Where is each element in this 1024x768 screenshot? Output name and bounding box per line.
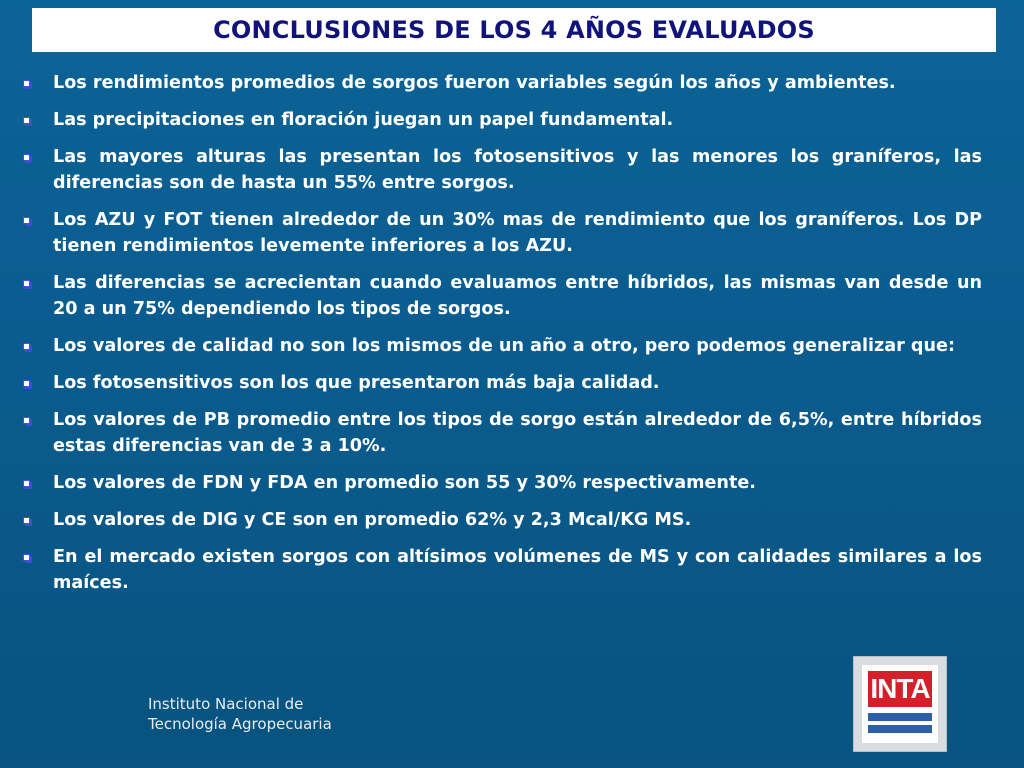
- square-bullet-icon: [23, 480, 30, 487]
- bullet-text: Los valores de FDN y FDA en promedio son 55 y 30% respectivamente.: [53, 473, 756, 493]
- bullet-item-11: [16, 544, 982, 596]
- square-bullet-icon: [23, 417, 30, 424]
- institute-name-line-1: Instituto Nacional de: [148, 695, 304, 713]
- bullet-text: Los rendimientos promedios de sorgos fueron variables según los años y ambientes.: [53, 73, 896, 93]
- inta-logo-inner: [862, 665, 938, 743]
- bullet-text: Las diferencias se acrecientan cuando evaluamos entre híbridos, las mismas van desde un 20 a un 75% dependiendo los tipos de sorgos.: [53, 273, 982, 319]
- bullet-item-8: [16, 407, 982, 459]
- square-bullet-icon: [23, 343, 30, 350]
- inta-logo-stripe-top: [868, 713, 932, 721]
- bullet-item-2: [16, 107, 982, 133]
- bullet-item-7: [16, 370, 982, 396]
- institute-name: [148, 694, 332, 734]
- square-bullet-icon: [23, 154, 30, 161]
- bullet-text: Los fotosensitivos son los que presentaron más baja calidad.: [53, 373, 660, 393]
- square-bullet-icon: [23, 554, 30, 561]
- inta-logo-stripe-bottom: [868, 725, 932, 733]
- bullet-item-6: [16, 333, 982, 359]
- bullet-text: Los valores de PB promedio entre los tipos de sorgo están alrededor de 6,5%, entre híbridos estas diferencias van de 3 a 10%.: [53, 410, 982, 456]
- square-bullet-icon: [23, 380, 30, 387]
- square-bullet-icon: [23, 280, 30, 287]
- bullet-list: [16, 70, 982, 607]
- bullet-item-5: [16, 270, 982, 322]
- square-bullet-icon: [23, 117, 30, 124]
- bullet-item-1: [16, 70, 982, 96]
- bullet-item-9: [16, 470, 982, 496]
- square-bullet-icon: [23, 517, 30, 524]
- inta-logo: [853, 656, 947, 752]
- square-bullet-icon: [23, 217, 30, 224]
- bullet-text: Las precipitaciones en floración juegan un papel fundamental.: [53, 110, 674, 130]
- bullet-text: Los valores de DIG y CE son en promedio 62% y 2,3 Mcal/KG MS.: [53, 510, 692, 530]
- bullet-text: Las mayores alturas las presentan los fotosensitivos y las menores los graníferos, las diferencias son de hasta un 55% entre sorgos.: [53, 147, 982, 193]
- title-box: [32, 8, 996, 52]
- slide-title: CONCLUSIONES DE LOS 4 AÑOS EVALUADOS: [213, 16, 815, 44]
- square-bullet-icon: [23, 80, 30, 87]
- bullet-item-3: [16, 144, 982, 196]
- inta-logo-red-block: [868, 671, 932, 707]
- bullet-text: Los valores de calidad no son los mismos de un año a otro, pero podemos generalizar que:: [53, 336, 956, 356]
- inta-logo-text: INTA: [870, 673, 930, 704]
- institute-name-line-2: Tecnología Agropecuaria: [148, 715, 332, 733]
- bullet-text: Los AZU y FOT tienen alrededor de un 30% mas de rendimiento que los graníferos. Los DP tienen rendimientos levemente inferiores a los AZU.: [53, 210, 982, 256]
- bullet-item-4: [16, 207, 982, 259]
- bullet-item-10: [16, 507, 982, 533]
- bullet-text: En el mercado existen sorgos con altísimos volúmenes de MS y con calidades similares a los maíces.: [53, 547, 982, 593]
